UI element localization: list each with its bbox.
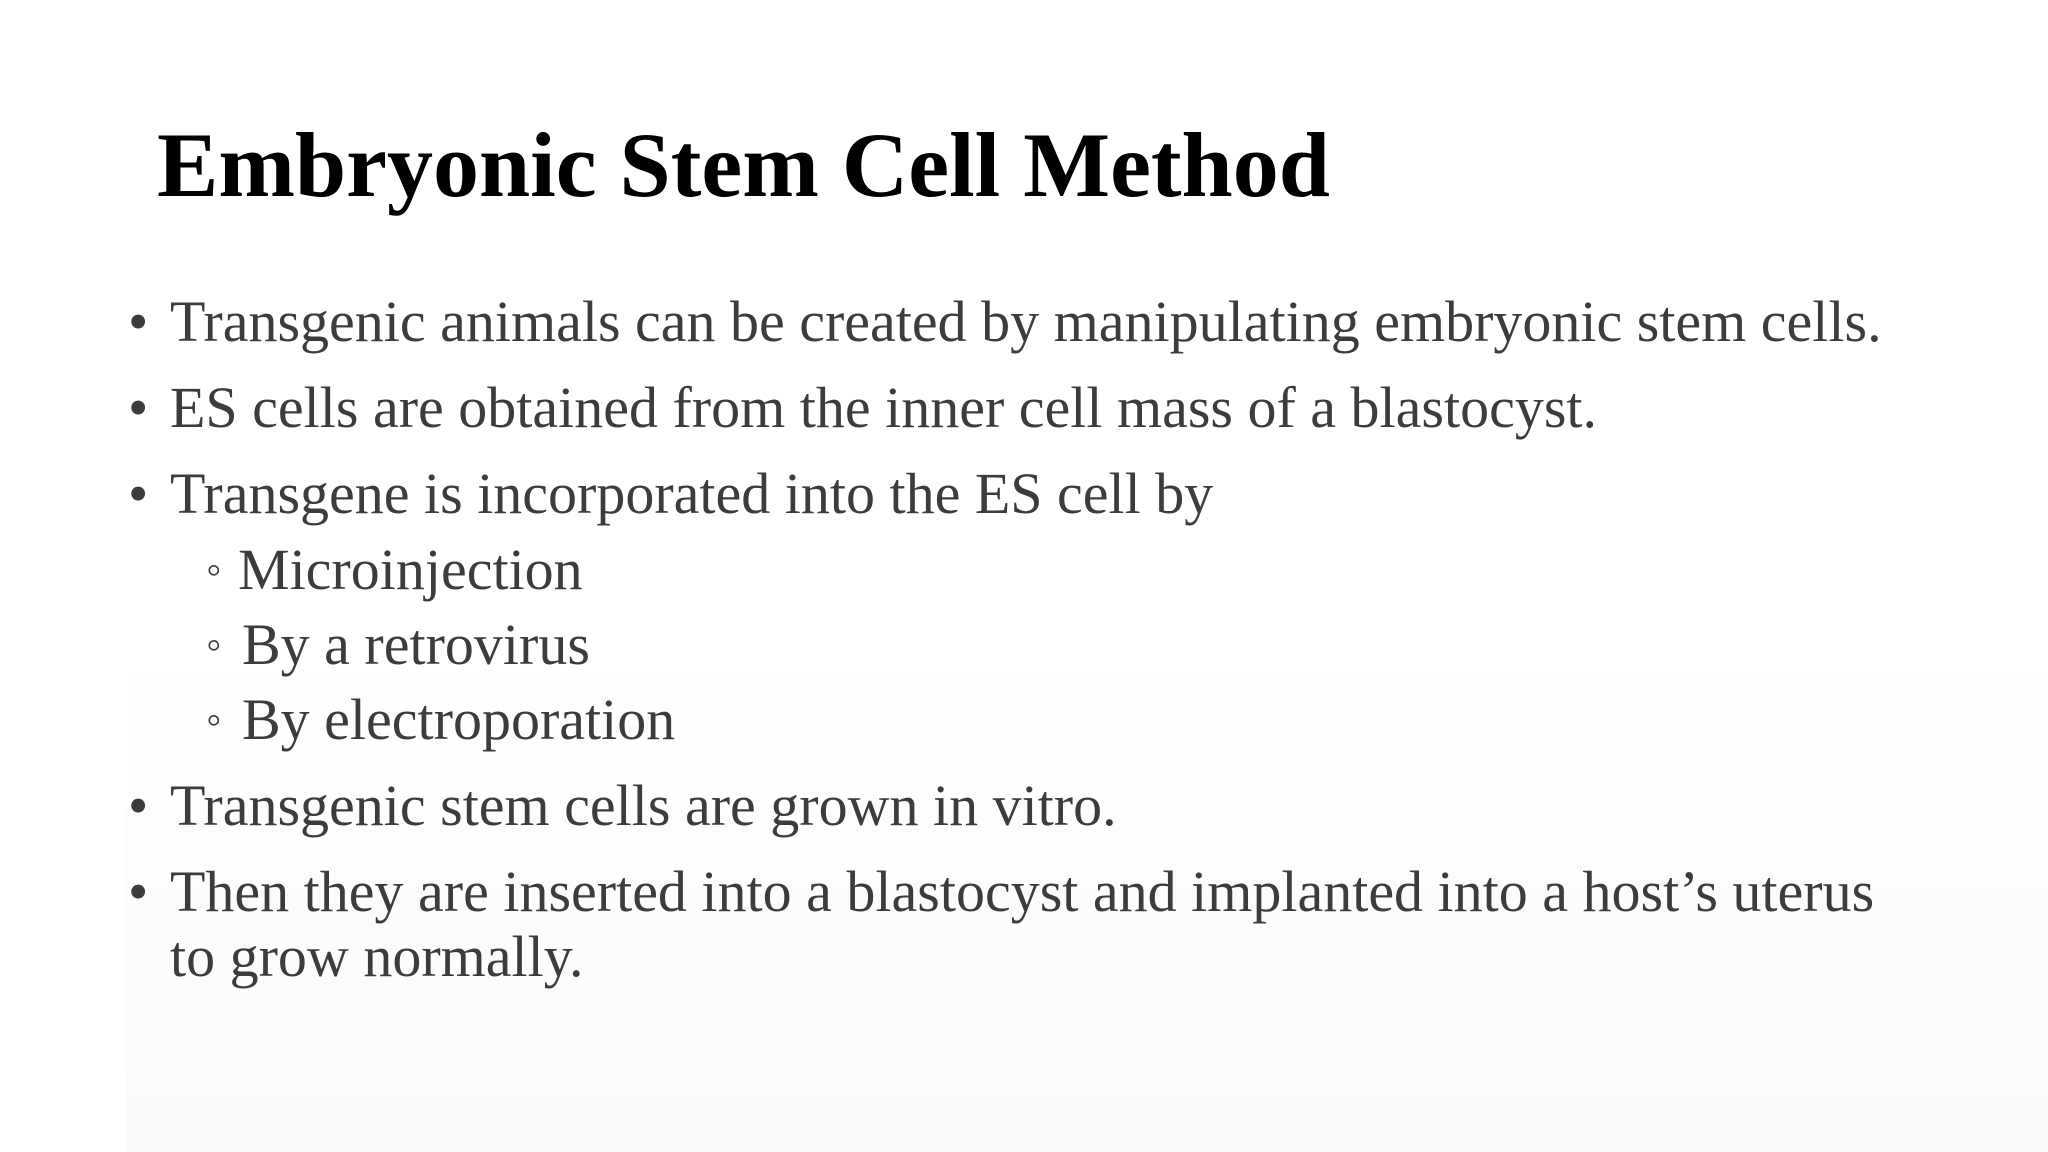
bullet-item-5-line-2: to grow normally. — [170, 924, 584, 989]
bullet-item-1: Transgenic animals can be created by manipulating embryonic stem cells. — [170, 289, 1882, 354]
bullet-item-4: Transgenic stem cells are grown in vitro. — [170, 773, 1117, 838]
bullet-marker: • — [128, 375, 149, 440]
bullet-item-3: Transgene is incorporated into the ES cell by — [170, 461, 1214, 526]
bullet-marker: • — [128, 859, 149, 924]
bullet-item-2: ES cells are obtained from the inner cell mass of a blastocyst. — [170, 375, 1598, 440]
bullet-marker: • — [128, 773, 149, 838]
bullet-marker: • — [128, 461, 149, 526]
sub-bullet-marker: ◦ — [206, 620, 222, 669]
sub-bullet-item-2: By a retrovirus — [242, 612, 590, 677]
slide-title: Embryonic Stem Cell Method — [157, 114, 1330, 216]
sub-bullet-item-3: By electroporation — [242, 687, 676, 752]
sub-bullet-item-1: Microinjection — [238, 537, 583, 602]
bullet-item-5-line-1: Then they are inserted into a blastocyst and implanted into a host’s uterus — [170, 859, 1875, 924]
bullet-marker: • — [128, 289, 149, 354]
sub-bullet-marker: ◦ — [206, 695, 222, 744]
sub-bullet-marker: ◦ — [206, 545, 222, 594]
